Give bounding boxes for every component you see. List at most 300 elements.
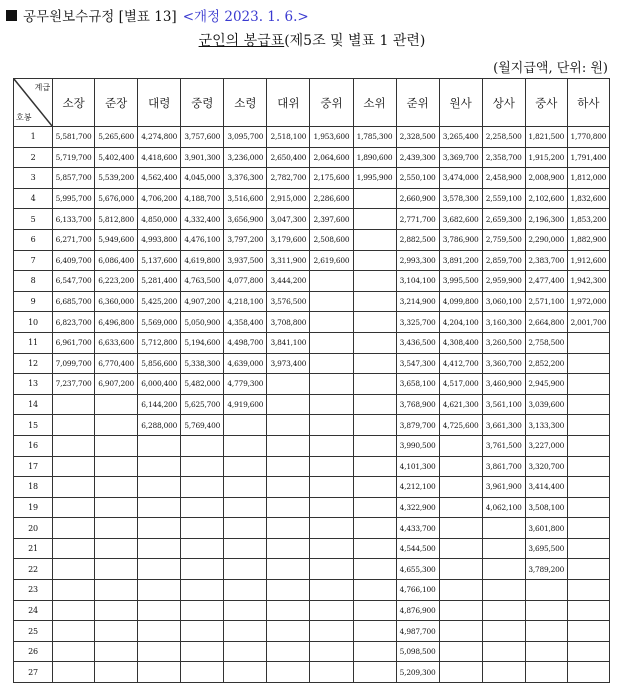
salary-cell: 4,562,400 [138,168,181,189]
salary-cell [353,374,396,395]
salary-cell: 1,832,600 [567,188,609,209]
salary-cell [53,580,95,601]
grade-cell: 1 [14,127,53,148]
salary-cell: 4,766,100 [396,580,439,601]
salary-cell [439,559,482,580]
rank-header: 중령 [181,79,224,127]
salary-cell [53,559,95,580]
salary-cell: 4,919,600 [224,394,267,415]
salary-cell: 2,196,300 [525,209,567,230]
salary-cell [310,518,353,539]
salary-cell: 1,915,200 [525,147,567,168]
salary-cell: 3,095,700 [224,127,267,148]
salary-cell: 3,325,700 [396,312,439,333]
grade-cell: 6 [14,229,53,250]
salary-cell: 2,758,500 [525,332,567,353]
salary-cell [353,518,396,539]
salary-cell: 4,358,400 [224,312,267,333]
salary-cell: 3,236,000 [224,147,267,168]
salary-cell: 4,418,600 [138,147,181,168]
salary-cell [353,538,396,559]
table-row [14,559,610,580]
salary-cell [267,394,310,415]
salary-cell: 6,685,700 [53,291,95,312]
salary-cell: 6,961,700 [53,332,95,353]
salary-cell: 5,712,800 [138,332,181,353]
salary-cell [439,497,482,518]
salary-cell [439,600,482,621]
salary-cell: 3,414,400 [525,477,567,498]
salary-cell: 2,175,600 [310,168,353,189]
salary-cell: 5,098,500 [396,641,439,662]
salary-cell: 2,477,400 [525,271,567,292]
salary-cell: 5,857,700 [53,168,95,189]
salary-cell [439,641,482,662]
salary-cell: 3,360,700 [482,353,525,374]
salary-cell [353,291,396,312]
salary-cell [53,600,95,621]
grade-cell: 24 [14,600,53,621]
salary-cell: 4,476,100 [181,229,224,250]
table-row [14,229,610,250]
salary-cell [353,456,396,477]
salary-cell: 2,286,600 [310,188,353,209]
salary-cell [310,538,353,559]
table-row [14,394,610,415]
salary-cell [439,477,482,498]
table-title [0,30,624,50]
grade-cell: 10 [14,312,53,333]
grade-cell: 23 [14,580,53,601]
salary-cell: 1,791,400 [567,147,609,168]
salary-cell [181,641,224,662]
grade-cell: 25 [14,621,53,642]
salary-cell [353,271,396,292]
salary-cell [567,456,609,477]
salary-cell [353,662,396,683]
salary-cell [95,435,138,456]
salary-cell [310,271,353,292]
salary-cell: 3,516,600 [224,188,267,209]
salary-cell [310,394,353,415]
salary-cell [181,538,224,559]
salary-cell [353,353,396,374]
amendment-note: <개정 2023. 1. 6.> [182,9,309,25]
salary-cell [95,600,138,621]
salary-cell: 3,789,200 [525,559,567,580]
salary-cell: 2,915,000 [267,188,310,209]
salary-cell: 6,907,200 [95,374,138,395]
grade-cell: 15 [14,415,53,436]
salary-cell: 6,000,400 [138,374,181,395]
salary-cell [267,435,310,456]
salary-cell: 3,768,900 [396,394,439,415]
table-row [14,271,610,292]
table-row [14,332,610,353]
salary-cell: 2,882,500 [396,229,439,250]
unit-note: (월지급액, 단위: 원) [493,61,608,76]
salary-cell [181,477,224,498]
salary-cell: 4,993,800 [138,229,181,250]
salary-cell: 1,770,800 [567,127,609,148]
salary-cell [482,538,525,559]
grade-cell: 14 [14,394,53,415]
salary-cell [95,580,138,601]
salary-cell: 1,821,500 [525,127,567,148]
salary-cell: 2,439,300 [396,147,439,168]
salary-cell: 1,890,600 [353,147,396,168]
grade-cell: 2 [14,147,53,168]
salary-cell [267,415,310,436]
salary-cell: 3,039,600 [525,394,567,415]
salary-cell: 3,973,400 [267,353,310,374]
appendix-tag: [별표 13] [118,9,177,25]
salary-cell: 5,338,300 [181,353,224,374]
grade-cell: 22 [14,559,53,580]
salary-cell: 4,655,300 [396,559,439,580]
salary-cell: 4,204,100 [439,312,482,333]
salary-cell [567,353,609,374]
salary-cell [181,435,224,456]
salary-cell [224,497,267,518]
salary-cell: 4,101,300 [396,456,439,477]
salary-cell [53,435,95,456]
table-row [14,168,610,189]
black-square-icon [6,10,17,21]
table-row [14,250,610,271]
salary-cell [567,332,609,353]
salary-cell: 1,942,300 [567,271,609,292]
table-row [14,374,610,395]
grade-cell: 20 [14,518,53,539]
salary-cell [567,641,609,662]
salary-cell [482,559,525,580]
salary-cell [439,538,482,559]
salary-cell [181,621,224,642]
table-row [14,477,610,498]
salary-cell: 4,062,100 [482,497,525,518]
salary-cell: 3,104,100 [396,271,439,292]
salary-cell: 4,212,100 [396,477,439,498]
salary-cell [525,580,567,601]
salary-cell: 2,759,500 [482,229,525,250]
salary-cell: 2,660,900 [396,188,439,209]
salary-cell [267,497,310,518]
salary-cell: 3,444,200 [267,271,310,292]
salary-cell: 6,496,800 [95,312,138,333]
salary-cell [181,456,224,477]
salary-cell: 2,945,900 [525,374,567,395]
salary-cell [95,559,138,580]
salary-cell: 5,425,200 [138,291,181,312]
salary-cell: 7,237,700 [53,374,95,395]
salary-cell [138,477,181,498]
salary-cell: 1,812,000 [567,168,609,189]
table-row [14,621,610,642]
grade-cell: 7 [14,250,53,271]
grade-cell: 11 [14,332,53,353]
corner-header-cell [14,79,53,127]
salary-cell [224,538,267,559]
salary-cell [138,518,181,539]
salary-cell [138,600,181,621]
salary-cell [567,394,609,415]
salary-cell: 2,771,700 [396,209,439,230]
salary-cell [267,662,310,683]
salary-cell: 6,823,700 [53,312,95,333]
document-header [6,5,309,25]
rank-header: 원사 [439,79,482,127]
salary-cell: 2,859,700 [482,250,525,271]
salary-cell: 1,785,300 [353,127,396,148]
salary-cell [567,477,609,498]
salary-cell [567,435,609,456]
salary-cell [181,600,224,621]
salary-cell: 3,260,500 [482,332,525,353]
rank-header: 상사 [482,79,525,127]
salary-cell: 5,402,400 [95,147,138,168]
salary-cell [138,497,181,518]
salary-cell [267,580,310,601]
salary-cell: 4,188,700 [181,188,224,209]
rank-header: 하사 [567,79,609,127]
salary-cell [482,600,525,621]
salary-cell [138,559,181,580]
salary-cell [353,600,396,621]
rank-header: 준장 [95,79,138,127]
salary-cell: 2,959,900 [482,271,525,292]
grade-cell: 13 [14,374,53,395]
salary-cell: 3,708,800 [267,312,310,333]
salary-cell: 1,853,200 [567,209,609,230]
salary-cell: 4,412,700 [439,353,482,374]
salary-cell [525,600,567,621]
salary-cell: 5,539,200 [95,168,138,189]
rank-header: 소장 [53,79,95,127]
rank-header: 소위 [353,79,396,127]
salary-cell: 3,961,900 [482,477,525,498]
salary-cell [567,497,609,518]
salary-cell [482,662,525,683]
salary-cell [53,518,95,539]
salary-cell [310,291,353,312]
salary-cell: 3,601,800 [525,518,567,539]
salary-cell: 6,409,700 [53,250,95,271]
salary-cell [181,662,224,683]
salary-cell [267,559,310,580]
salary-cell: 2,664,800 [525,312,567,333]
salary-cell: 6,133,700 [53,209,95,230]
salary-cell: 4,517,000 [439,374,482,395]
salary-cell [310,600,353,621]
salary-cell [138,435,181,456]
salary-cell: 4,544,500 [396,538,439,559]
salary-cell [310,456,353,477]
salary-cell: 3,474,000 [439,168,482,189]
table-row [14,456,610,477]
salary-cell: 3,320,700 [525,456,567,477]
salary-cell [95,394,138,415]
table-row [14,147,610,168]
salary-cell: 3,547,300 [396,353,439,374]
salary-cell: 3,436,500 [396,332,439,353]
grade-axis-label: 호봉 [16,113,32,122]
salary-cell: 4,621,300 [439,394,482,415]
salary-cell [53,456,95,477]
grade-cell: 27 [14,662,53,683]
salary-cell [567,580,609,601]
rank-header: 중위 [310,79,353,127]
salary-cell [181,497,224,518]
salary-cell: 3,990,500 [396,435,439,456]
salary-cell [525,641,567,662]
salary-cell: 3,369,700 [439,147,482,168]
salary-cell [95,621,138,642]
salary-cell: 3,661,300 [482,415,525,436]
salary-cell [353,229,396,250]
salary-cell: 1,995,900 [353,168,396,189]
salary-cell: 4,763,500 [181,271,224,292]
rank-axis-label: 계급 [34,83,51,92]
salary-cell [353,250,396,271]
salary-cell: 3,656,900 [224,209,267,230]
salary-cell: 4,876,900 [396,600,439,621]
salary-cell [267,538,310,559]
salary-cell [267,621,310,642]
salary-cell [267,477,310,498]
salary-cell [53,415,95,436]
table-row [14,600,610,621]
salary-cell [53,538,95,559]
salary-cell [224,415,267,436]
salary-cell: 6,360,000 [95,291,138,312]
salary-cell: 2,782,700 [267,168,310,189]
salary-cell: 3,576,500 [267,291,310,312]
salary-cell [53,497,95,518]
salary-cell [567,538,609,559]
salary-cell [267,641,310,662]
salary-cell: 5,137,600 [138,250,181,271]
table-row [14,188,610,209]
salary-cell: 3,460,900 [482,374,525,395]
salary-cell [567,518,609,539]
grade-cell: 4 [14,188,53,209]
salary-cell [224,641,267,662]
rank-header: 대위 [267,79,310,127]
salary-cell: 2,328,500 [396,127,439,148]
salary-cell [353,559,396,580]
salary-cell [310,497,353,518]
salary-cell: 4,099,800 [439,291,482,312]
salary-cell: 1,972,000 [567,291,609,312]
salary-cell: 2,290,000 [525,229,567,250]
salary-cell [267,456,310,477]
salary-cell: 4,987,700 [396,621,439,642]
rank-header: 대령 [138,79,181,127]
salary-cell [482,518,525,539]
salary-cell [525,662,567,683]
table-row [14,662,610,683]
salary-cell [567,374,609,395]
salary-cell [95,477,138,498]
salary-cell: 3,561,100 [482,394,525,415]
salary-cell [95,538,138,559]
salary-cell [353,477,396,498]
salary-cell [353,188,396,209]
salary-cell: 4,274,800 [138,127,181,148]
salary-cell: 3,901,300 [181,147,224,168]
salary-cell: 3,761,500 [482,435,525,456]
rank-header: 소령 [224,79,267,127]
salary-cell: 3,227,000 [525,435,567,456]
salary-cell [310,662,353,683]
grade-cell: 17 [14,456,53,477]
salary-cell [353,312,396,333]
salary-cell [353,497,396,518]
salary-cell: 3,861,700 [482,456,525,477]
salary-cell: 2,383,700 [525,250,567,271]
salary-cell: 4,619,800 [181,250,224,271]
rank-header: 준위 [396,79,439,127]
salary-cell: 2,518,100 [267,127,310,148]
grade-cell: 9 [14,291,53,312]
salary-cell: 4,332,400 [181,209,224,230]
salary-cell [353,332,396,353]
salary-cell [567,415,609,436]
salary-cell [224,435,267,456]
grade-cell: 12 [14,353,53,374]
salary-cell: 2,559,100 [482,188,525,209]
salary-cell [482,580,525,601]
salary-cell [439,518,482,539]
salary-cell [310,621,353,642]
salary-cell: 6,288,000 [138,415,181,436]
table-row [14,291,610,312]
salary-cell: 5,194,600 [181,332,224,353]
salary-cell: 2,458,900 [482,168,525,189]
salary-cell: 3,214,900 [396,291,439,312]
salary-cell: 3,891,200 [439,250,482,271]
salary-cell: 4,077,800 [224,271,267,292]
rank-header: 중사 [525,79,567,127]
salary-cell: 5,209,300 [396,662,439,683]
salary-cell: 6,271,700 [53,229,95,250]
table-row [14,538,610,559]
salary-cell: 3,786,900 [439,229,482,250]
salary-cell: 4,639,000 [224,353,267,374]
salary-cell [439,456,482,477]
salary-cell [224,559,267,580]
table-row [14,209,610,230]
salary-cell: 5,719,700 [53,147,95,168]
salary-cell [567,621,609,642]
salary-cell: 3,995,500 [439,271,482,292]
salary-cell [95,415,138,436]
salary-cell: 4,850,000 [138,209,181,230]
grade-cell: 16 [14,435,53,456]
table-row [14,497,610,518]
salary-cell [138,641,181,662]
salary-cell: 6,086,400 [95,250,138,271]
salary-cell [53,621,95,642]
salary-cell: 4,322,900 [396,497,439,518]
salary-cell [224,662,267,683]
salary-cell: 3,797,200 [224,229,267,250]
salary-cell [181,580,224,601]
salary-cell: 5,581,700 [53,127,95,148]
salary-cell: 4,725,600 [439,415,482,436]
salary-cell [310,435,353,456]
